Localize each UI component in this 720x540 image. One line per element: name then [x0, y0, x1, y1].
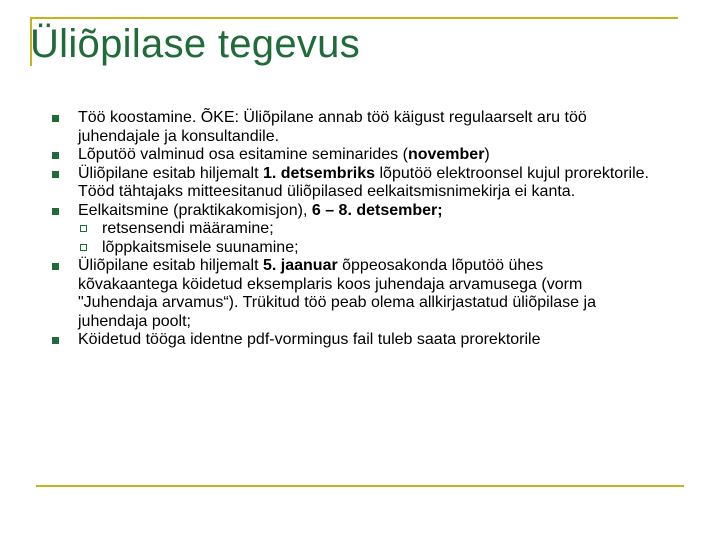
item-bold-text: 5. jaanuar [262, 257, 338, 274]
item-text: Üliõpilane esitab hiljemalt [78, 164, 263, 182]
square-bullet-icon [52, 171, 59, 178]
square-bullet-icon [52, 115, 59, 122]
item-text: Üliõpilane esitab hiljemalt [78, 257, 263, 274]
square-bullet-icon [52, 337, 59, 344]
item-line: juhendaja poolt; [78, 312, 191, 330]
item-line: "Juhendaja arvamus“). Trükitud töö peab olema allkirjastatud üliõpilase ja [78, 294, 596, 311]
sub-item-text: lõppkaitsmisele suunamine; [102, 238, 299, 256]
bullet-list [50, 109, 720, 350]
item-bold-text: november [407, 146, 485, 163]
item-text: Lõputöö valminud osa esitamine seminarides ( [78, 146, 408, 163]
sub-item-reviewer [50, 220, 720, 239]
list-item-thesis-writing [50, 109, 720, 146]
item-line: kõvakaantega köidetud eksemplaris koos juhendaja arvamusega (vorm [78, 275, 583, 293]
list-item-pre-defense [50, 202, 720, 221]
sub-item-text: retsensendi määramine; [102, 220, 274, 237]
square-bullet-icon [52, 263, 59, 270]
item-text: õppeosakonda lõputöö ühes [337, 257, 544, 274]
item-text: lõputöö elektroonsel kujul prorektorile. [375, 164, 649, 182]
square-bullet-icon [52, 152, 59, 159]
item-line: Töö koostamine. ÕKE: Üliõpilane annab töö käigust regulaarselt aru töö [78, 109, 587, 126]
item-line: juhendajale ja konsultandile. [78, 127, 280, 145]
list-item-electronic-submission [50, 165, 720, 202]
item-bold-text: 1. detsembriks [262, 164, 376, 182]
item-line: Tööd tähtajaks mitteesitanud üliõpilased eelkaitsmisnimekirja ei kanta. [78, 183, 576, 200]
hollow-square-bullet-icon [80, 225, 87, 232]
item-text: Köidetud tööga identne pdf-vormingus fail tuleb saata prorektorile [78, 331, 541, 348]
bottom-divider [36, 485, 684, 487]
item-bold-text: 6 – 8. detsember; [311, 201, 443, 219]
title-frame-top-line [30, 17, 678, 19]
sub-item-final-defense [50, 239, 720, 258]
item-text: ) [484, 146, 490, 163]
list-item-bound-copy [50, 257, 720, 331]
hollow-square-bullet-icon [80, 244, 87, 251]
item-text: Eelkaitsmine (praktikakomisjon), [78, 201, 312, 219]
list-item-pdf-file [50, 331, 720, 350]
slide-title: Üliõpilase tegevus [30, 22, 361, 66]
square-bullet-icon [52, 208, 59, 215]
list-item-seminar-presentation [50, 146, 720, 165]
